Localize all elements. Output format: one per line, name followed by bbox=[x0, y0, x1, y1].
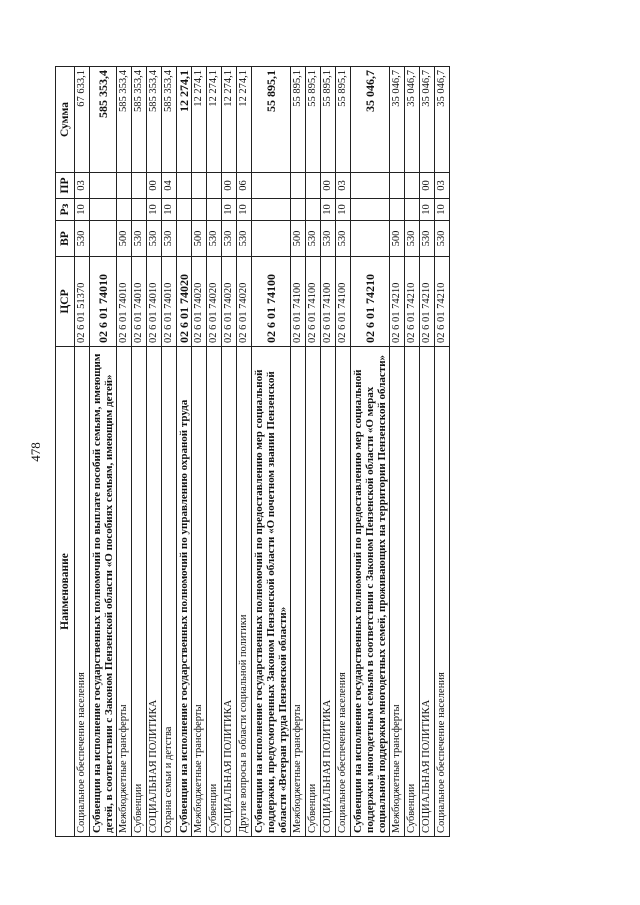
table-row bbox=[222, 67, 237, 837]
cell-vr: 500 bbox=[192, 221, 207, 257]
cell-name: Другие вопросы в области социальной политики bbox=[237, 347, 252, 837]
cell-csr: 02 6 01 74210 bbox=[435, 257, 450, 347]
cell-vr bbox=[252, 221, 291, 257]
cell-vr: 530 bbox=[306, 221, 321, 257]
cell-rz bbox=[90, 199, 117, 221]
cell-name: СОЦИАЛЬНАЯ ПОЛИТИКА bbox=[420, 347, 435, 837]
cell-sum: 585 353,4 bbox=[117, 67, 132, 173]
cell-rz: 10 bbox=[435, 199, 450, 221]
cell-vr: 530 bbox=[147, 221, 162, 257]
cell-vr: 530 bbox=[222, 221, 237, 257]
cell-name: Межбюджетные трансферты bbox=[390, 347, 405, 837]
cell-name: Межбюджетные трансферты bbox=[192, 347, 207, 837]
cell-pr bbox=[252, 173, 291, 199]
cell-sum: 35 046,7 bbox=[405, 67, 420, 173]
cell-csr: 02 6 01 74210 bbox=[405, 257, 420, 347]
cell-csr: 02 6 01 74210 bbox=[351, 257, 390, 347]
cell-name: Субвенции на исполнение государственных полномочий по выплате пособий семьям, имеющим детей, в соответствии с Законом Пензенской области «О пособиях семьям, имеющим детей» bbox=[90, 347, 117, 837]
table-row bbox=[75, 67, 90, 837]
cell-pr bbox=[207, 173, 222, 199]
cell-rz bbox=[207, 199, 222, 221]
cell-rz: 10 bbox=[321, 199, 336, 221]
cell-sum: 12 274,1 bbox=[222, 67, 237, 173]
cell-sum: 55 895,1 bbox=[252, 67, 291, 173]
table-row bbox=[147, 67, 162, 837]
cell-sum: 55 895,1 bbox=[291, 67, 306, 173]
cell-vr: 530 bbox=[336, 221, 351, 257]
table-body bbox=[75, 67, 450, 837]
cell-vr bbox=[177, 221, 192, 257]
header-rz: Рз bbox=[56, 199, 75, 221]
cell-name: Охрана семьи и детства bbox=[162, 347, 177, 837]
table-row bbox=[291, 67, 306, 837]
cell-rz: 10 bbox=[420, 199, 435, 221]
table-row bbox=[405, 67, 420, 837]
cell-csr: 02 6 01 74010 bbox=[90, 257, 117, 347]
cell-sum: 35 046,7 bbox=[390, 67, 405, 173]
cell-name: Субвенции bbox=[132, 347, 147, 837]
table-row bbox=[162, 67, 177, 837]
cell-pr bbox=[90, 173, 117, 199]
header-vr: ВР bbox=[56, 221, 75, 257]
table-row bbox=[192, 67, 207, 837]
cell-name: СОЦИАЛЬНАЯ ПОЛИТИКА bbox=[147, 347, 162, 837]
cell-csr: 02 6 01 74010 bbox=[132, 257, 147, 347]
cell-rz: 10 bbox=[237, 199, 252, 221]
table-row bbox=[390, 67, 405, 837]
cell-name: Субвенции на исполнение государственных полномочий по управлению охраной труда bbox=[177, 347, 192, 837]
table-row bbox=[177, 67, 192, 837]
cell-name: Межбюджетные трансферты bbox=[117, 347, 132, 837]
table-row bbox=[237, 67, 252, 837]
cell-sum: 55 895,1 bbox=[306, 67, 321, 173]
cell-sum: 12 274,1 bbox=[207, 67, 222, 173]
cell-pr: 00 bbox=[420, 173, 435, 199]
cell-rz bbox=[192, 199, 207, 221]
cell-csr: 02 6 01 74020 bbox=[222, 257, 237, 347]
cell-sum: 585 353,4 bbox=[147, 67, 162, 173]
cell-vr: 530 bbox=[321, 221, 336, 257]
cell-rz bbox=[291, 199, 306, 221]
cell-csr: 02 6 01 74100 bbox=[291, 257, 306, 347]
cell-sum: 55 895,1 bbox=[321, 67, 336, 173]
cell-sum: 585 353,4 bbox=[132, 67, 147, 173]
cell-vr: 530 bbox=[207, 221, 222, 257]
cell-vr bbox=[351, 221, 390, 257]
cell-pr: 00 bbox=[321, 173, 336, 199]
cell-vr: 500 bbox=[117, 221, 132, 257]
cell-csr: 02 6 01 74210 bbox=[390, 257, 405, 347]
cell-csr: 02 6 01 74010 bbox=[147, 257, 162, 347]
cell-csr: 02 6 01 74100 bbox=[306, 257, 321, 347]
cell-pr bbox=[117, 173, 132, 199]
cell-rz bbox=[390, 199, 405, 221]
table-row bbox=[336, 67, 351, 837]
header-csr: ЦСР bbox=[56, 257, 75, 347]
table-row bbox=[207, 67, 222, 837]
table-row bbox=[132, 67, 147, 837]
table-row bbox=[117, 67, 132, 837]
cell-csr: 02 6 01 74020 bbox=[207, 257, 222, 347]
header-name: Наименование bbox=[56, 347, 75, 837]
table-header-row bbox=[56, 67, 75, 837]
cell-rz bbox=[252, 199, 291, 221]
cell-pr bbox=[177, 173, 192, 199]
cell-rz bbox=[132, 199, 147, 221]
cell-name: Субвенции bbox=[405, 347, 420, 837]
cell-rz: 10 bbox=[162, 199, 177, 221]
cell-sum: 35 046,7 bbox=[351, 67, 390, 173]
budget-table bbox=[55, 66, 450, 837]
cell-vr: 530 bbox=[420, 221, 435, 257]
cell-name: Субвенции на исполнение государственных полномочий по предоставлению мер социальной поддержки многодетным семьям в соответствии с Законом Пензенской области «О мерах социальной поддержки многодетных семей, проживающих на территории Пензенской области» bbox=[351, 347, 390, 837]
cell-sum: 35 046,7 bbox=[420, 67, 435, 173]
cell-csr: 02 6 01 74020 bbox=[177, 257, 192, 347]
cell-pr: 00 bbox=[147, 173, 162, 199]
cell-vr: 500 bbox=[291, 221, 306, 257]
cell-rz bbox=[177, 199, 192, 221]
table-row bbox=[420, 67, 435, 837]
cell-pr: 03 bbox=[336, 173, 351, 199]
cell-name: Межбюджетные трансферты bbox=[291, 347, 306, 837]
cell-vr: 530 bbox=[435, 221, 450, 257]
cell-name: СОЦИАЛЬНАЯ ПОЛИТИКА bbox=[222, 347, 237, 837]
cell-vr: 530 bbox=[75, 221, 90, 257]
cell-sum: 585 353,4 bbox=[162, 67, 177, 173]
cell-pr: 06 bbox=[237, 173, 252, 199]
cell-vr: 500 bbox=[390, 221, 405, 257]
cell-rz bbox=[351, 199, 390, 221]
cell-vr: 530 bbox=[132, 221, 147, 257]
cell-vr: 530 bbox=[405, 221, 420, 257]
cell-sum: 12 274,1 bbox=[177, 67, 192, 173]
cell-name: СОЦИАЛЬНАЯ ПОЛИТИКА bbox=[321, 347, 336, 837]
cell-csr: 02 6 01 74100 bbox=[321, 257, 336, 347]
cell-name: Социальное обеспечение населения bbox=[435, 347, 450, 837]
page-number: 478 bbox=[28, 442, 43, 462]
cell-csr: 02 6 01 51370 bbox=[75, 257, 90, 347]
cell-sum: 55 895,1 bbox=[336, 67, 351, 173]
cell-pr bbox=[132, 173, 147, 199]
cell-pr bbox=[306, 173, 321, 199]
cell-name: Социальное обеспечение населения bbox=[75, 347, 90, 837]
cell-csr: 02 6 01 74100 bbox=[252, 257, 291, 347]
cell-csr: 02 6 01 74010 bbox=[162, 257, 177, 347]
table-row bbox=[252, 67, 291, 837]
table-row bbox=[306, 67, 321, 837]
cell-rz: 10 bbox=[75, 199, 90, 221]
cell-pr: 03 bbox=[75, 173, 90, 199]
cell-sum: 12 274,1 bbox=[192, 67, 207, 173]
cell-pr bbox=[390, 173, 405, 199]
rotated-page-content bbox=[55, 67, 585, 837]
cell-rz: 10 bbox=[336, 199, 351, 221]
cell-pr bbox=[351, 173, 390, 199]
header-pr: ПР bbox=[56, 173, 75, 199]
cell-vr: 530 bbox=[162, 221, 177, 257]
cell-vr bbox=[90, 221, 117, 257]
cell-pr bbox=[291, 173, 306, 199]
table-row bbox=[351, 67, 390, 837]
table-row bbox=[321, 67, 336, 837]
cell-rz bbox=[117, 199, 132, 221]
cell-csr: 02 6 01 74010 bbox=[117, 257, 132, 347]
cell-pr: 03 bbox=[435, 173, 450, 199]
cell-pr bbox=[192, 173, 207, 199]
table-row bbox=[435, 67, 450, 837]
cell-name: Субвенции bbox=[306, 347, 321, 837]
table-row bbox=[90, 67, 117, 837]
cell-pr bbox=[405, 173, 420, 199]
cell-pr: 00 bbox=[222, 173, 237, 199]
cell-name: Социальное обеспечение населения bbox=[336, 347, 351, 837]
cell-pr: 04 bbox=[162, 173, 177, 199]
cell-rz: 10 bbox=[222, 199, 237, 221]
cell-sum: 12 274,1 bbox=[237, 67, 252, 173]
cell-sum: 585 353,4 bbox=[90, 67, 117, 173]
cell-csr: 02 6 01 74210 bbox=[420, 257, 435, 347]
cell-rz bbox=[405, 199, 420, 221]
cell-rz bbox=[306, 199, 321, 221]
cell-csr: 02 6 01 74100 bbox=[336, 257, 351, 347]
cell-name: Субвенции bbox=[207, 347, 222, 837]
cell-vr: 530 bbox=[237, 221, 252, 257]
cell-sum: 67 633,1 bbox=[75, 67, 90, 173]
cell-csr: 02 6 01 74020 bbox=[192, 257, 207, 347]
cell-csr: 02 6 01 74020 bbox=[237, 257, 252, 347]
cell-name: Субвенции на исполнение государственных полномочий по предоставлению мер социальной поддержки, предусмотренных Законом Пензенской области «О почетном звании Пензенской области «Ветеран труда Пензенской области» bbox=[252, 347, 291, 837]
header-sum: Сумма bbox=[56, 67, 75, 173]
cell-rz: 10 bbox=[147, 199, 162, 221]
cell-sum: 35 046,7 bbox=[435, 67, 450, 173]
